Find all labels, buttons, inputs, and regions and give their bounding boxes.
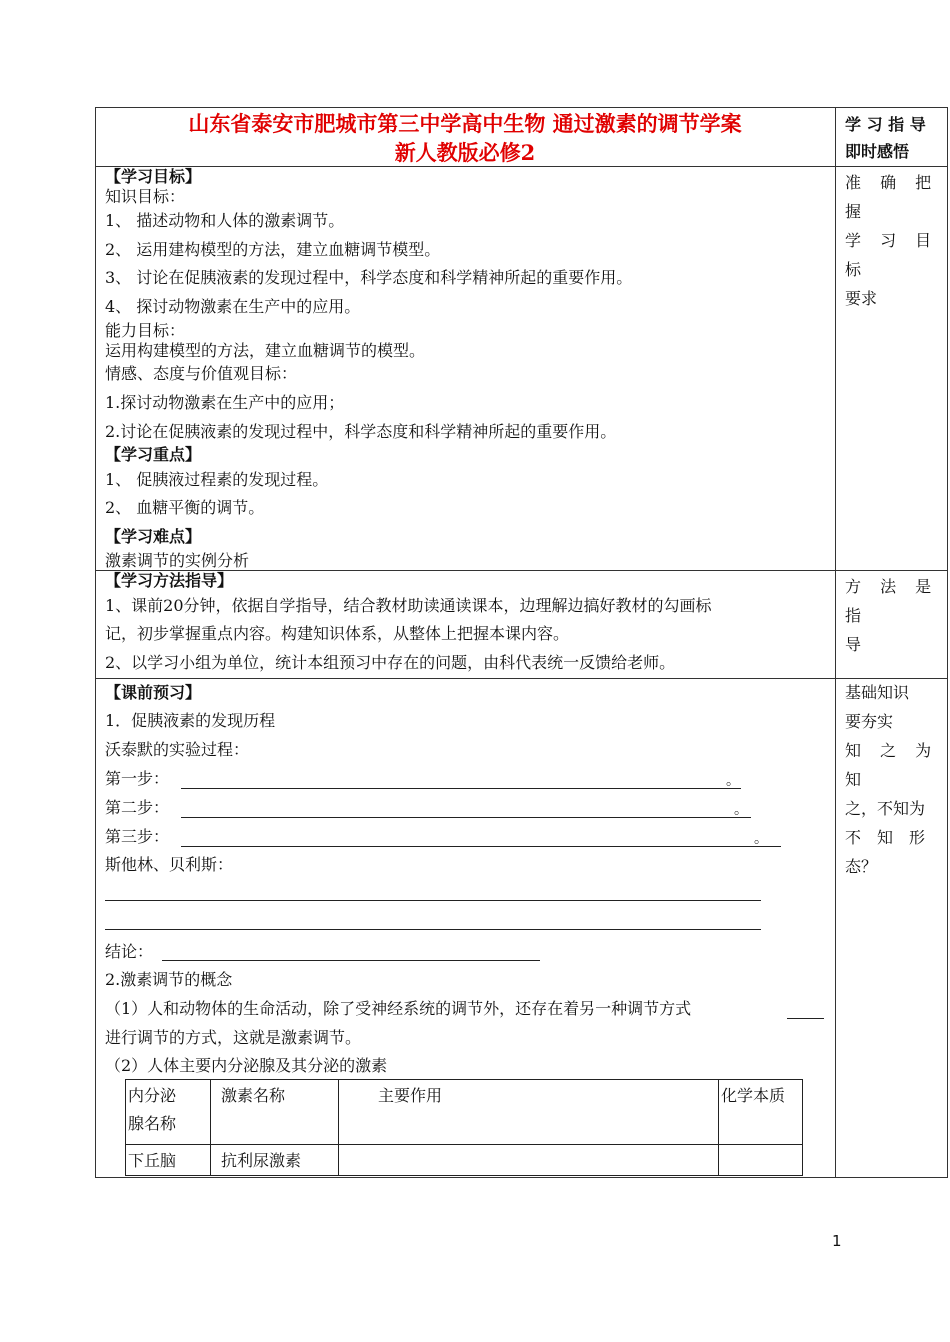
preview-item-2-1a: （1）人和动物体的生命活动，除了受神经系统的调节外，还存在着另一种调节方式 xyxy=(105,999,692,1018)
goals-note-line-1: 准 确 把 握 xyxy=(845,173,939,221)
cell-antidiuretic-hormone: 抗利尿激素 xyxy=(221,1151,302,1170)
preview-note-line-4: 之，不知为 xyxy=(845,799,926,818)
method-line-1: 1、课前20分钟，依据自学指导，结合教材助读通读课本，边理解边搞好教材的勾画标 xyxy=(105,596,712,615)
preview-item-1: 1．促胰液素的发现历程 xyxy=(105,711,276,730)
goals-note-line-3: 要求 xyxy=(845,289,878,308)
inner-table-col-1 xyxy=(210,1079,211,1175)
difficult-heading: 【学习难点】 xyxy=(105,527,202,546)
key-heading: 【学习重点】 xyxy=(105,445,202,464)
key-item-2: 2、 血糖平衡的调节。 xyxy=(105,498,265,517)
preview-item-2: 2.激素调节的概念 xyxy=(105,970,233,989)
step-1-period: 。 xyxy=(726,773,740,789)
preview-item-2-2: （2）人体主要内分泌腺及其分泌的激素 xyxy=(105,1056,388,1075)
goals-note-line-2: 学 习 目 标 xyxy=(845,231,939,279)
ability-label: 能力目标： xyxy=(105,321,186,340)
inner-table-col-0 xyxy=(125,1079,126,1175)
side-column-title xyxy=(845,111,945,165)
step-2-label: 第二步： xyxy=(105,798,170,817)
column-divider xyxy=(835,107,836,1177)
header-main-function: 主要作用 xyxy=(378,1086,443,1105)
knowledge-item-1: 1、 描述动物和人体的激素调节。 xyxy=(105,211,345,230)
preview-note-line-6: 态？ xyxy=(845,857,878,876)
title-line-2: 新人教版必修2 xyxy=(394,140,536,165)
knowledge-label: 知识目标： xyxy=(105,187,186,206)
step-2-blank[interactable] xyxy=(181,817,751,818)
preview-item-2-1b: 进行调节的方式，这就是激素调节。 xyxy=(105,1028,362,1047)
inner-table-bottom xyxy=(125,1175,803,1176)
preview-side-note xyxy=(845,678,945,881)
knowledge-item-3: 3、 讨论在促胰液素的发现过程中，科学态度和科学精神所起的重要作用。 xyxy=(105,268,633,287)
goals-side-note xyxy=(845,168,945,313)
starling-label: 斯他林、贝利斯： xyxy=(105,855,234,874)
conclusion-label: 结论： xyxy=(105,942,154,961)
page-number: 1 xyxy=(832,1232,842,1250)
method-note-line-2: 导 xyxy=(845,635,862,654)
inner-table-row-divider xyxy=(125,1144,803,1145)
emotion-label: 情感、态度与价值观目标： xyxy=(105,364,298,383)
title-line-1: 山东省泰安市肥城市第三中学高中生物 通过激素的调节学案 xyxy=(188,111,742,136)
wotaimo-label: 沃泰默的实验过程： xyxy=(105,740,250,759)
preview-note-line-3: 知 之 为 知 xyxy=(845,741,939,789)
step-1-label: 第一步： xyxy=(105,769,170,788)
inner-table-col-2 xyxy=(338,1079,339,1175)
header-hormone-name: 激素名称 xyxy=(221,1086,286,1105)
table-bottom-border xyxy=(95,1177,948,1178)
knowledge-item-2: 2、 运用建构模型的方法，建立血糖调节模型。 xyxy=(105,240,441,259)
regulation-blank[interactable] xyxy=(787,1018,824,1019)
inner-table-col-4 xyxy=(802,1079,803,1175)
side-title-line-2: 即时感悟 xyxy=(845,142,910,161)
key-item-1: 1、 促胰液过程素的发现过程。 xyxy=(105,470,329,489)
step-2-period: 。 xyxy=(734,802,748,818)
right-border xyxy=(947,107,948,1177)
table-top-border xyxy=(95,107,948,108)
method-note-line-1: 方 法 是 指 xyxy=(845,577,939,625)
preview-heading: 【课前预习】 xyxy=(105,683,202,702)
method-heading: 【学习方法指导】 xyxy=(105,571,234,590)
preview-note-line-2: 要夯实 xyxy=(845,712,894,731)
method-line-2: 记，初步掌握重点内容。构建知识体系，从整体上把握本课内容。 xyxy=(105,624,570,643)
ability-text: 运用构建模型的方法，建立血糖调节的模型。 xyxy=(105,341,426,360)
step-1-blank[interactable] xyxy=(181,788,741,789)
step-3-period: 。 xyxy=(754,831,768,847)
header-chemical-nature: 化学本质 xyxy=(721,1086,786,1105)
knowledge-item-4: 4、 探讨动物激素在生产中的应用。 xyxy=(105,297,361,316)
method-side-note xyxy=(845,572,945,659)
preview-note-line-1: 基础知识 xyxy=(845,683,910,702)
method-bottom-border xyxy=(95,678,948,679)
side-title-line-1: 学 习 指 导 xyxy=(845,115,926,134)
left-border xyxy=(95,107,96,1177)
difficult-text: 激素调节的实例分析 xyxy=(105,551,250,570)
cell-hypothalamus: 下丘脑 xyxy=(128,1151,177,1170)
header-gland-line-1: 内分泌 xyxy=(128,1086,177,1105)
conclusion-blank[interactable] xyxy=(162,960,540,961)
emotion-item-2: 2.讨论在促胰液素的发现过程中，科学态度和科学精神所起的重要作用。 xyxy=(105,422,617,441)
preview-note-line-5: 不 知 形 xyxy=(845,828,926,847)
document-title xyxy=(100,109,830,167)
emotion-item-1: 1.探讨动物激素在生产中的应用； xyxy=(105,393,345,412)
step-3-blank[interactable] xyxy=(181,846,781,847)
inner-table-col-3 xyxy=(718,1079,719,1175)
inner-table-top xyxy=(125,1079,803,1080)
goals-heading: 【学习目标】 xyxy=(105,167,202,186)
method-line-3: 2、以学习小组为单位，统计本组预习中存在的问题，由科代表统一反馈给老师。 xyxy=(105,653,676,672)
starling-blank-2[interactable] xyxy=(105,929,761,930)
starling-blank-1[interactable] xyxy=(105,900,761,901)
header-gland-line-2: 腺名称 xyxy=(128,1114,177,1133)
step-3-label: 第三步： xyxy=(105,827,170,846)
